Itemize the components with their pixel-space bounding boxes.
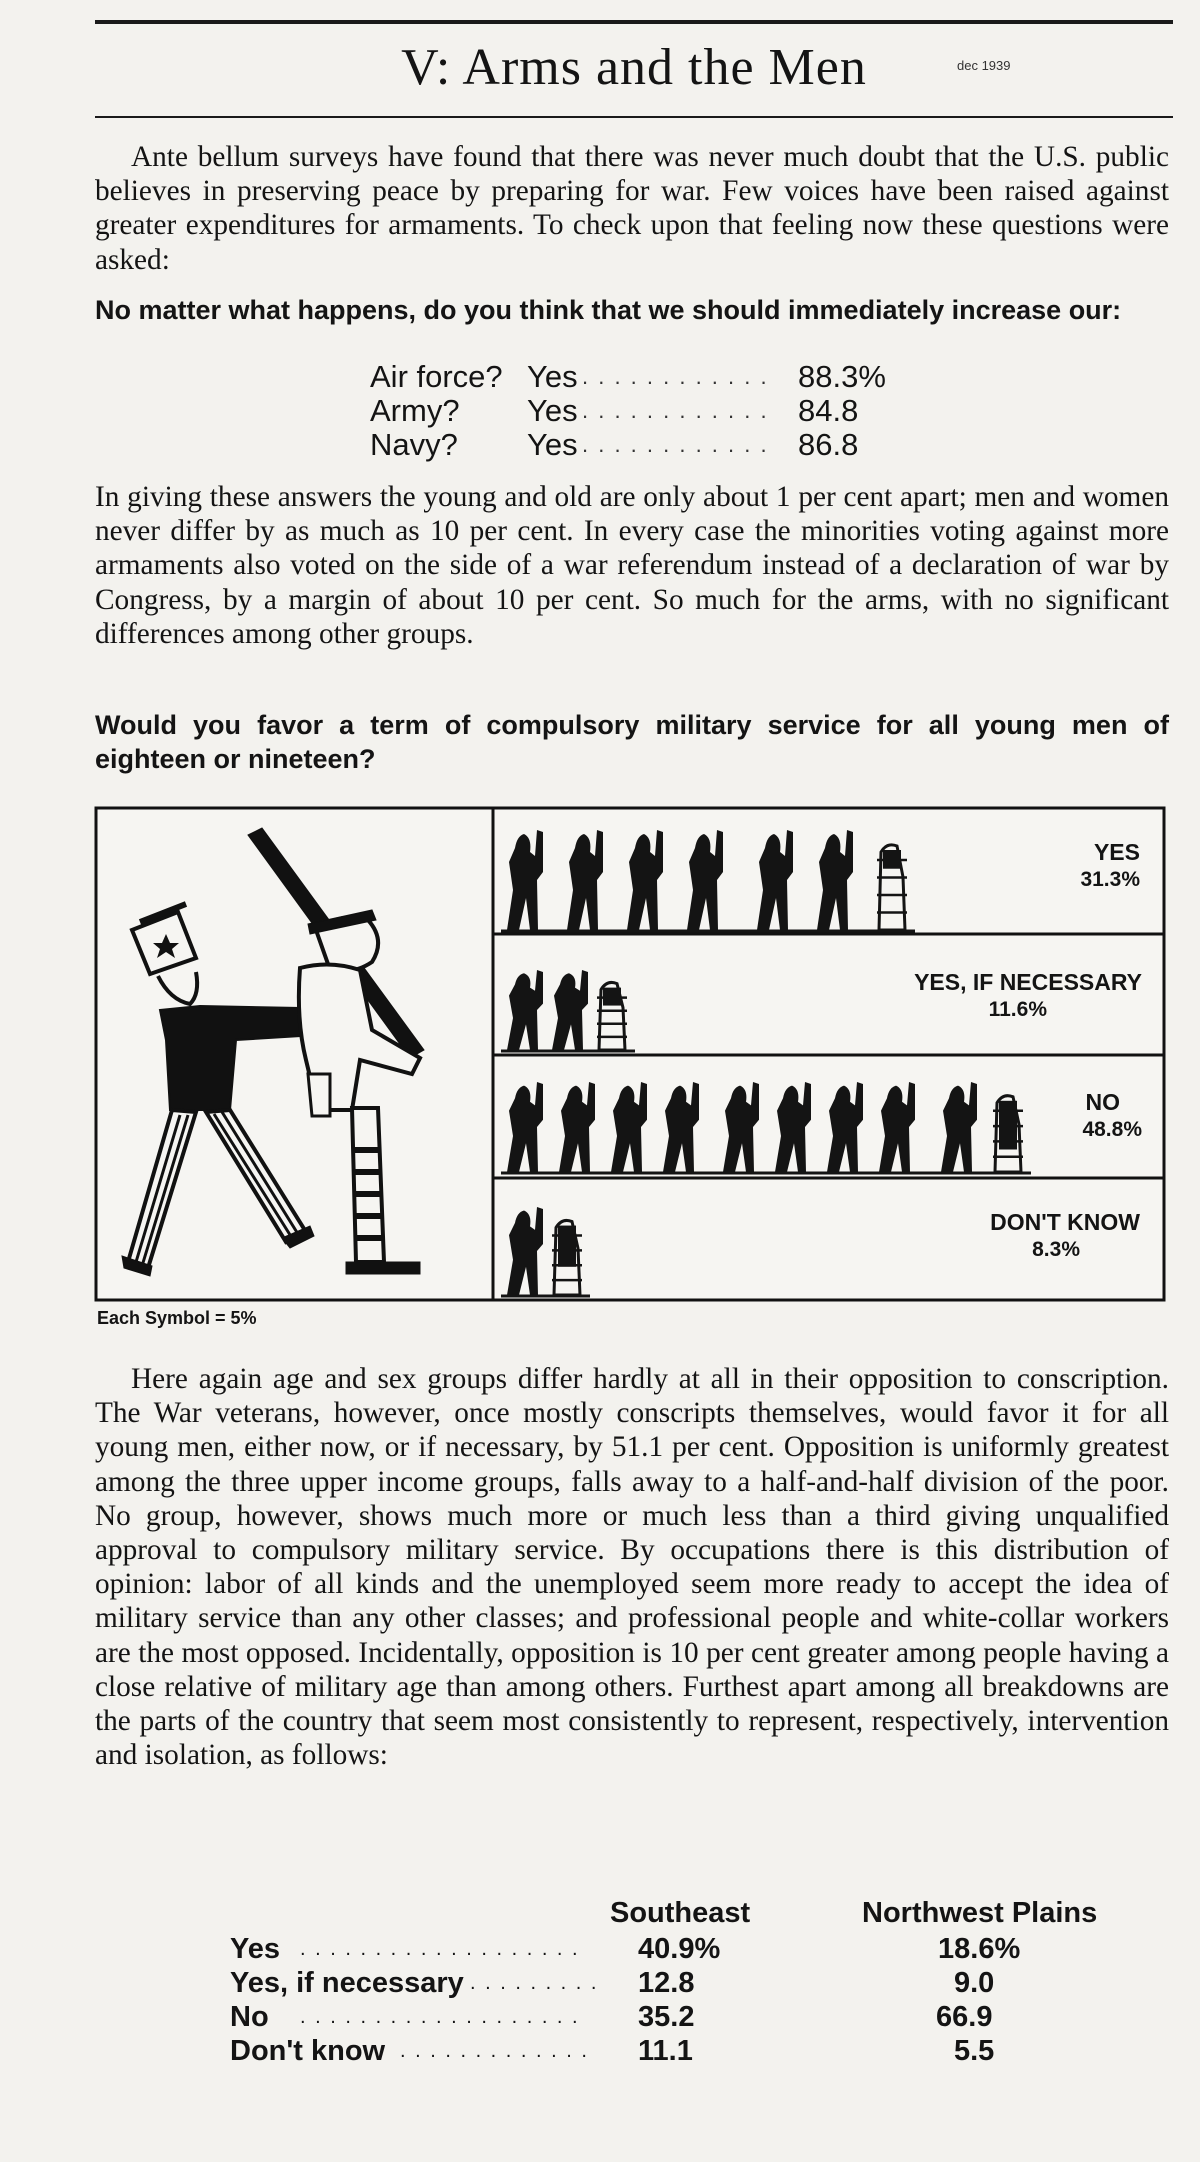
column-southeast: Southeast [610, 1897, 751, 1929]
paragraph-2: In giving these answers the young and old are only about 1 per cent apart; men and women never differ by as much as 10 per cent. In every case the minorities voting against more armaments also voted on the side of a war referendum instead of a declaration of war by Congress, by a margin of about 10 per cent. So much for the arms, with no significant differences among other groups. [95, 481, 1169, 650]
label-yes: YES 31.3% [1080, 839, 1140, 891]
label-no: NO 48.8% [1082, 1089, 1142, 1141]
intro-paragraph: Ante bellum surveys have found that there was never much doubt that the U.S. public believes in preserving peace by preparing for war. Few voices have been raised against greater expenditures for armaments. To check upon that feeling now these questions were asked: [95, 141, 1169, 276]
column-northwest-plains: Northwest Plains [862, 1897, 1098, 1929]
symbol-key: Each Symbol = 5% [97, 1308, 257, 1328]
regional-row-dont-know: Don't know . . . . . . . . . . . . . 11.1 5.5 [230, 2035, 995, 2067]
regional-row-yes: Yes . . . . . . . . . . . . . . . . . . . 40.9% 18.6% [230, 1933, 1021, 1965]
label-yes-if-necessary: YES, IF NECESSARY 11.6% [914, 969, 1142, 1021]
question-1: No matter what happens, do you think that we should immediately increase our: [95, 295, 1122, 325]
paragraph-3: Here again age and sex groups differ hardly at all in their opposition to conscription. The War veterans, however, once mostly conscripts themselves, would favor it for all young men, either now, or if necessary, by 51.1 per cent. Opposition is uniformly greatest among the three upper income groups, falls away to a half-and-half division of the poor. No group, however, shows much more or much less than a third giving unqualified approval to compulsory military service. By occupations there is this distribution of opinion: labor of all kinds and the unemployed seem more ready to accept the idea of military service than any other classes; and professional people and white-collar workers are the most opposed. Incidentally, opposition is 10 per cent greater among people having a close relative of military age than among others. Furthest apart among all breakdowns are the parts of the country that seem most consistently to represent, respectively, intervention and isolation, as follows: [95, 1363, 1169, 1772]
regional-row-no: No . . . . . . . . . . . . . . . . . . . 35.2 66.9 [230, 2001, 993, 2033]
label-dont-know: DON'T KNOW 8.3% [990, 1209, 1140, 1261]
regional-row-yes-if-necessary: Yes, if necessary . . . . . . . . . 12.8 9.0 [230, 1967, 995, 1999]
article-title: V: Arms and the Men [401, 39, 867, 96]
question-2: Would you favor a term of compulsory military service for all young men of eighteen or nineteen? [95, 710, 1169, 774]
date-note: dec 1939 [957, 58, 1011, 73]
